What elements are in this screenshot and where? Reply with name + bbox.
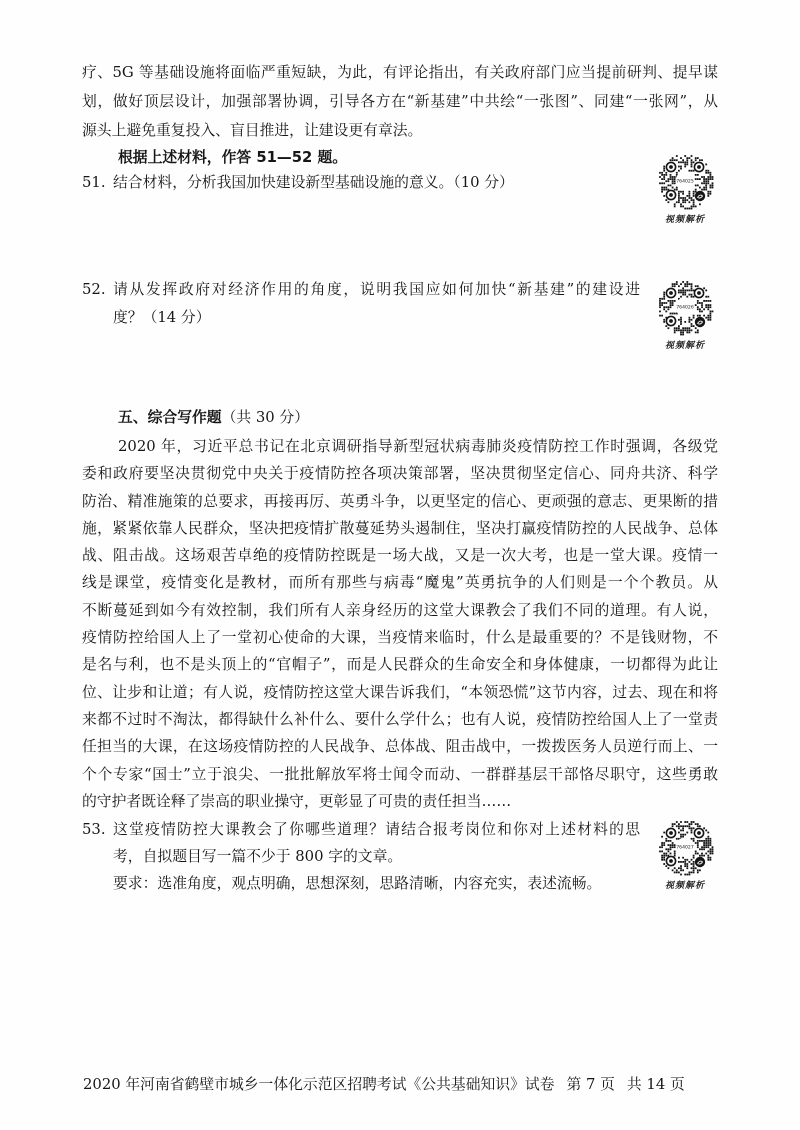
paragraph-line: 委和政府要坚决贯彻党中央关于疫情防控各项决策部署，坚决贯彻坚定信心、同舟共济、科学: [82, 465, 718, 483]
writing-material: [82, 433, 718, 815]
exam-title: 2020 年河南省鹤壁市城乡一体化示范区招聘考试《公共基础知识》试卷: [83, 1076, 555, 1093]
qr-code-image: [656, 278, 714, 336]
paragraph-line: 防治、精准施策的总要求，再接再厉、英勇斗争，以更坚定的信心、更顽强的意志、更果断的措: [82, 492, 718, 510]
qr-code-image: [656, 818, 714, 876]
qr-code-number: 764027: [676, 845, 694, 851]
question-51: [82, 169, 640, 197]
qr-code-image: [656, 152, 714, 210]
question-line: 这堂疫情防控大课教会了你哪些道理？请结合报考岗位和你对上述材料的思: [113, 821, 640, 838]
paragraph-line: 施，紧紧依靠人民群众，坚决把疫情扩散蔓延势头遏制住，坚决打赢疫情防控的人民战争、总体: [82, 519, 718, 537]
qr-code-number: 764026: [676, 305, 694, 311]
question-requirements: 要求：选准角度，观点明确，思想深刻，思路清晰，内容充实，表述流畅。: [113, 875, 602, 892]
paragraph-line: 来都不过时不淘汰，都得缺什么补什么、要什么学什么；也有人说，疫情防控给国人上了一堂责: [82, 710, 718, 728]
question-body: [113, 169, 640, 197]
qr-code-52: [655, 278, 715, 352]
paragraph-line: 的守护者既诠释了崇高的职业操守，更彰显了可贵的责任担当……: [82, 792, 512, 810]
page-footer: [83, 1071, 723, 1099]
material-text: [82, 58, 718, 145]
paragraph-line: 任担当的大课，在这场疫情防控的人民战争、总体战、阻击战中，一拨拨医务人员逆行而上、一: [82, 738, 718, 756]
material-line: 源头上避免重复投入、盲目推进，让建设更有章法。: [82, 122, 423, 139]
material-line: 疗、5G 等基础设施将面临严重短缺，为此，有评论指出，有关政府部门应当提前研判、提早谋: [82, 64, 718, 81]
question-line: 结合材料，分析我国加快建设新型基础设施的意义。（10 分）: [113, 174, 514, 191]
qr-code-number: 764025: [676, 179, 694, 185]
paragraph-line: 疫情防控给国人上了一堂初心使命的大课，当疫情来临时，什么是最重要的？不是钱财物，不: [82, 629, 718, 647]
question-instruction: 根据上述材料，作答 51—52 题。: [118, 149, 348, 166]
paragraph-line: 不断蔓延到如今有效控制，我们所有人亲身经历的这堂大课教会了我们不同的道理。有人说，: [82, 601, 718, 619]
question-52: [82, 276, 640, 332]
paragraph-line: 线是课堂，疫情变化是教材，而所有那些与病毒“魔鬼”英勇抗争的人们则是一个个教员。从: [82, 574, 718, 592]
paragraph-line: 位、让步和让道；有人说，疫情防控这堂大课告诉我们，“本领恐慌”这节内容，过去、现在和将: [82, 683, 718, 701]
paragraph-line: 战、阻击战。这场艰苦卓绝的疫情防控既是一场大战，又是一次大考，也是一堂大课。疫情一: [82, 547, 718, 565]
question-number: 52.: [82, 281, 106, 298]
total-pages: 共 14 页: [626, 1076, 685, 1093]
video-analysis-caption: 视频解析: [664, 215, 705, 225]
material-line: 划，做好顶层设计，加强部署协调，引导各方在“新基建”中共绘“一张图”、同建“一张网”，从: [82, 93, 718, 110]
paragraph-line: 是名与利，也不是头顶上的“官帽子”，而是人民群众的生命安全和身体健康，一切都得为此让: [82, 656, 718, 674]
qr-code-53: [655, 818, 715, 892]
question-body: [113, 816, 640, 897]
paragraph-line: 2020 年，习近平总书记在北京调研指导新型冠状病毒肺炎疫情防控工作时强调，各级党: [118, 438, 718, 455]
video-analysis-caption: 视频解析: [664, 881, 705, 891]
question-body: [113, 276, 640, 332]
question-line: 考，自拟题目写一篇不少于 800 字的文章。: [113, 848, 403, 865]
question-line: 度？（14 分）: [113, 309, 211, 326]
paragraph-line: 个个专家“国士”立于浪尖、一批批解放军将士闻令而动、一群群基层干部恪尽职守，这些勇敢: [82, 765, 718, 783]
question-53: [82, 816, 640, 897]
section-score: （共 30 分）: [221, 409, 310, 426]
qr-code-51: [655, 152, 715, 226]
question-number: 51.: [82, 174, 106, 191]
question-line: 请从发挥政府对经济作用的角度，说明我国应如何加快“新基建”的建设进: [113, 281, 640, 298]
section-title: [118, 404, 309, 432]
video-analysis-caption: 视频解析: [664, 341, 705, 351]
section-name: 五、综合写作题: [118, 409, 222, 426]
page-number: 第 7 页: [566, 1076, 615, 1093]
question-number: 53.: [82, 821, 106, 838]
